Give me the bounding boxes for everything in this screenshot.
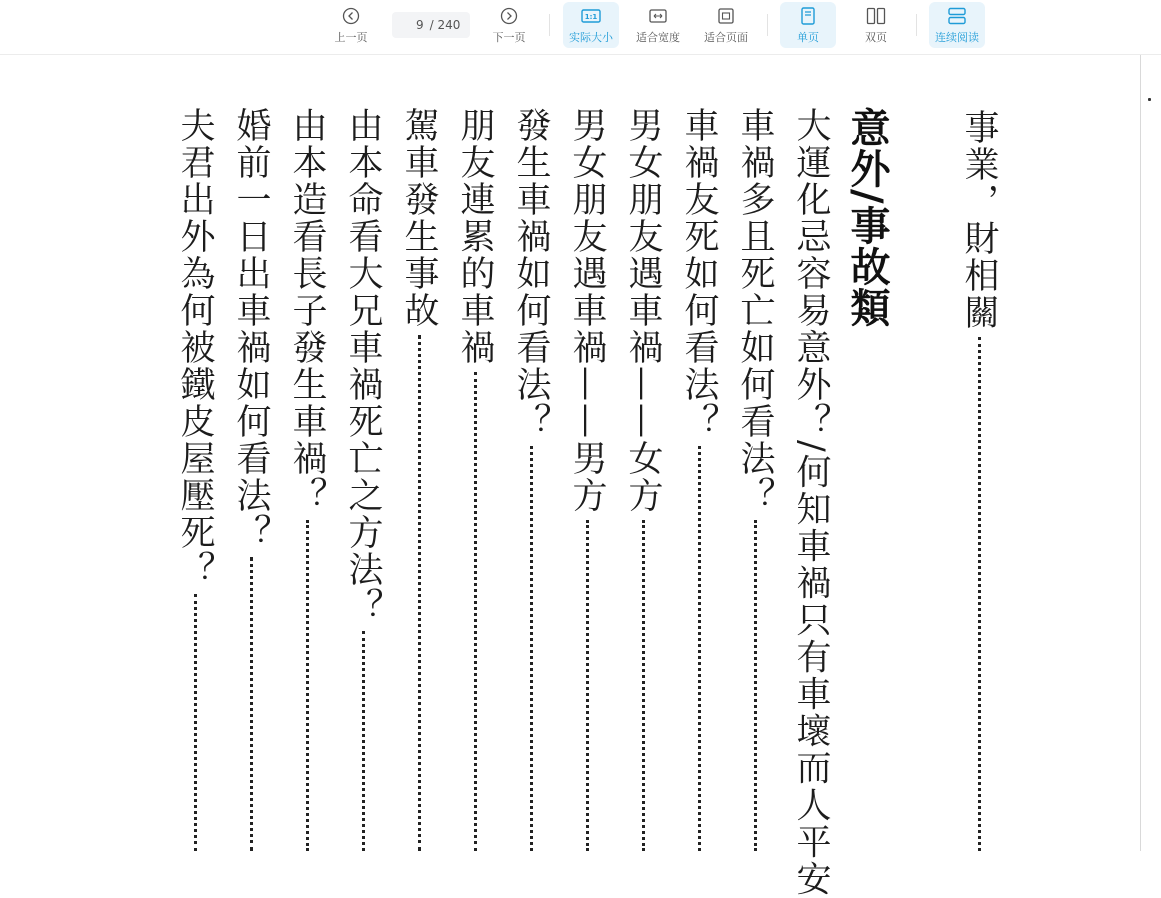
fit-width-icon [648,6,668,26]
toc-entry [281,55,333,851]
double-page-button[interactable] [848,2,904,48]
chevron-left-circle-icon [341,6,361,26]
toc-entry-text: 車禍多且死亡如何看法？ [735,107,775,514]
single-page-icon [798,6,818,26]
toc-entry [729,55,781,851]
toc-entry-text: 男女朋友遇車禍——女方 [623,107,663,514]
page-total: / 240 [429,18,461,32]
actual-size-label: 实际大小 [569,30,613,44]
toc-dot-leader [306,520,309,851]
double-page-icon [866,6,886,26]
toc-entry-text: 車禍友死如何看法？ [679,107,719,440]
toc-dot-leader [754,520,757,851]
actual-size-button[interactable] [563,2,619,48]
fit-page-button[interactable] [698,2,754,48]
toc-dot-leader [642,520,645,851]
chevron-right-circle-icon [499,6,519,26]
fit-page-icon [716,6,736,26]
toc-dot-leader [250,557,253,851]
svg-text:1:1: 1:1 [584,12,598,21]
toc-dot-leader [530,446,533,851]
scan-speck [1148,98,1151,101]
continuous-reading-label: 连续阅读 [935,30,979,44]
viewer-toolbar [0,0,1161,55]
toc-entry [169,55,221,851]
toolbar-divider [549,14,550,36]
toc-entry [449,55,501,851]
page-number-input[interactable] [402,18,424,32]
toc-entry [953,55,1005,851]
document-page [0,55,1161,898]
toc-entry [337,55,389,851]
toc-entry-text: 事業，財相關 [959,109,999,331]
fit-page-label: 适合页面 [704,30,748,44]
prev-page-button[interactable] [326,2,376,48]
next-page-button[interactable] [484,2,534,48]
toc-entry [393,55,445,851]
next-page-label: 下一页 [492,30,526,44]
toolbar-divider [767,14,768,36]
toc-dot-leader [194,594,197,851]
continuous-reading-icon [947,6,967,26]
toc-dot-leader [978,337,981,851]
toc-dot-leader [474,372,477,851]
toc-entry [561,55,613,851]
toc-entry [673,55,725,851]
actual-size-icon [581,6,601,26]
toc-entry-text: 朋友連累的車禍 [455,107,495,366]
toc-entry-text: 夫君出外為何被鐵皮屋壓死？ [175,107,215,588]
toc-entry [225,55,277,851]
single-page-button[interactable] [780,2,836,48]
toc-entry-text: 由本命看大兄車禍死亡之方法？ [343,107,383,625]
page-indicator [392,12,470,38]
toc-entry-text: 婚前一日出車禍如何看法？ [231,107,271,551]
toc-entry-text: 男女朋友遇車禍——男方 [567,107,607,514]
page-right-edge [1140,55,1141,851]
toc-entry [505,55,557,851]
toc-dot-leader [362,631,365,851]
toc-entry-text: 大運化忌容易意外？/何知車禍只有車壞而人平安 [791,107,831,898]
toc-entry-text: 發生車禍如何看法？ [511,107,551,440]
toc-entry-text: 由本造看長子發生車禍？ [287,107,327,514]
toc-entry [785,55,837,898]
double-page-label: 双页 [865,30,887,44]
single-page-label: 单页 [797,30,819,44]
section-heading-text: 意外/事故類 [844,107,890,328]
toc-dot-leader [586,520,589,851]
prev-page-label: 上一页 [334,30,368,44]
toc-entry-text: 駕車發生事故 [399,107,439,329]
fit-width-button[interactable] [630,2,686,48]
fit-width-label: 适合宽度 [636,30,680,44]
continuous-reading-button[interactable] [929,2,985,48]
toc-dot-leader [698,446,701,851]
toolbar-divider [916,14,917,36]
toc-dot-leader [418,335,421,851]
toc-entry [617,55,669,851]
section-heading [841,55,893,851]
